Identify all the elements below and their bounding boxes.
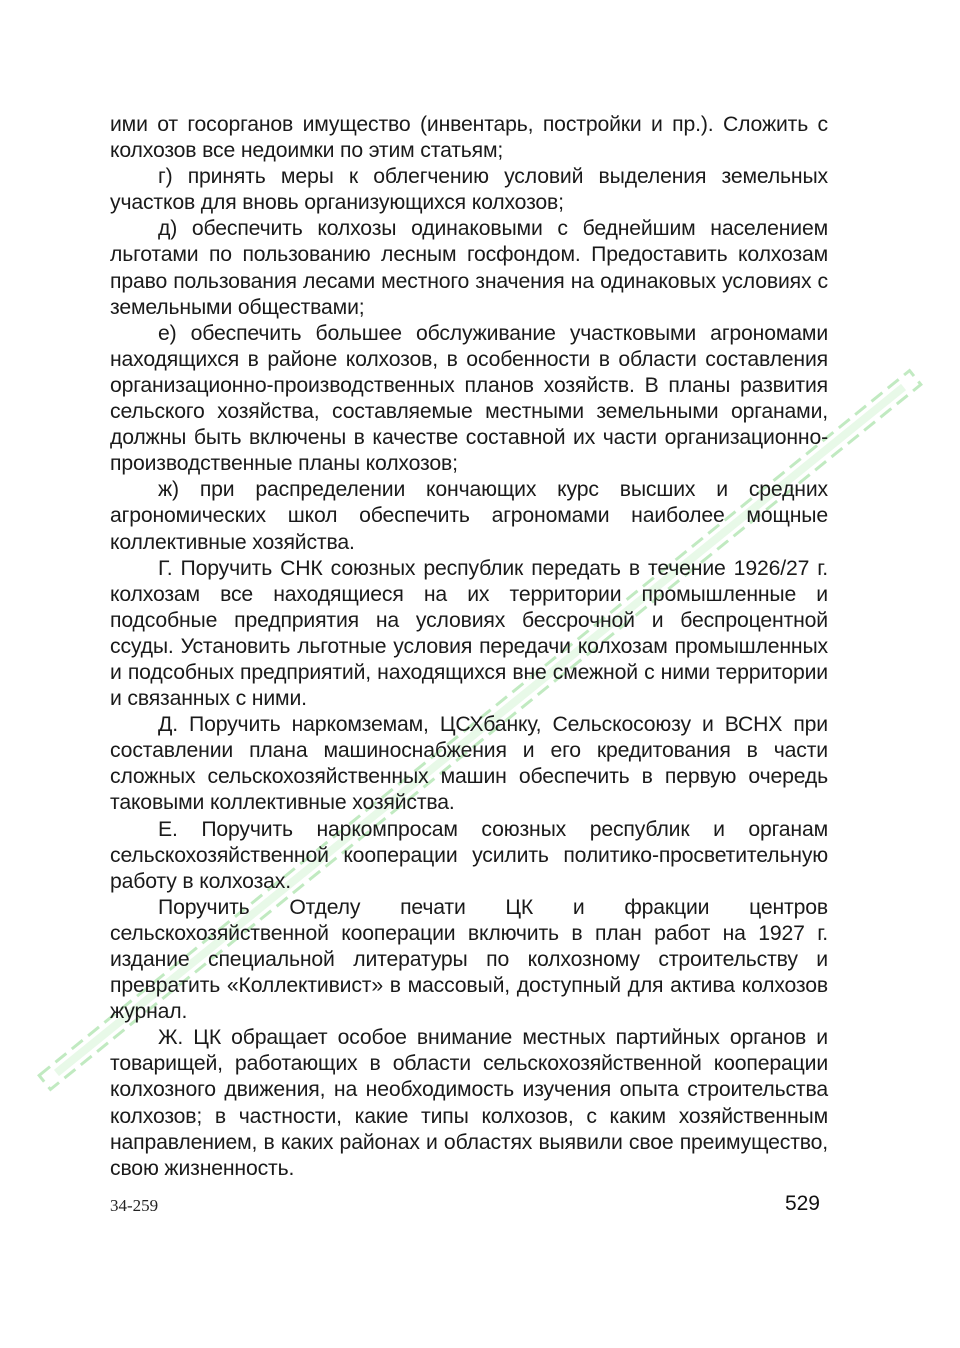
paragraph-section-d: Д. Поручить наркомземам, ЦСХбанку, Сельскосоюзу и ВСНХ при составлении плана машиноснабжения и его кредитования в части сложных сельскохозяйственных машин обеспечить в первую очередь таковыми коллективные хозяйства. (110, 713, 828, 815)
paragraph-section-g: Г. Поручить СНК союзных республик передать в течение 1926/27 г. колхозам все находящиеся на их территории промышленные и подсобные предприятия на условиях бессрочной и беспроцентной ссуды. Установить льготные условия передачи колхозам промышленных и подсобных предприятий, находящихся вне смежной с ними территории и связанных с ними. (110, 556, 828, 711)
page-number: 529 (784, 1192, 820, 1215)
paragraph-item-d: д) обеспечить колхозы одинаковыми с беднейшим населением льготами по пользованию лесным госфондом. Предоставить колхозам право пользования лесами местного значения на одинаковых условиях с земельными обществами; (110, 217, 828, 319)
paragraph-section-e: Е. Поручить наркомпросам союзных республик и органам сельскохозяйственной кооперации усилить политико-просветительную работу в колхозах. (110, 817, 828, 893)
paragraph-continuation: ими от госорганов имущество (инвентарь, постройки и пр.). Сложить с колхозов все недоимки по этим статьям; (110, 113, 828, 163)
printer-signature: 34-259 (110, 1196, 159, 1215)
paragraph-section-zh: Ж. ЦК обращает особое внимание местных партийных органов и товарищей, работающих в области сельскохозяйственной кооперации колхозного движения, на необходимость изучения опыта строительства колхозов; в частности, какие типы колхозов, с каким хозяйственным направлением, в каких районах и областях выявили свое преимущество, свою жизненность. (110, 1026, 828, 1180)
paragraph-item-e: е) обеспечить большее обслуживание участковыми агрономами находящихся в районе колхозов, в особенности в области составления организационно-производственных планов хозяйств. В планы развития сельского хозяйства, составляемые местными земельными органами, должны быть включены в качестве составной их части организационно-производственные планы колхозов; (110, 321, 828, 476)
paragraph-item-zh: ж) при распределении кончающих курс высших и средних агрономических школ обеспечить агрономами наиболее мощные коллективные хозяйства. (110, 478, 828, 554)
paragraph-press-department: Поручить Отделу печати ЦК и фракции центров сельскохозяйственной кооперации включить в план работ на 1927 г. издание специальной литературы по колхозному строительству и превратить «Коллективист» в массовый, доступный для актива колхозов журнал. (110, 895, 828, 1024)
paragraph-item-g: г) принять меры к облегчению условий выделения земельных участков для вновь организующихся колхозов; (110, 165, 828, 215)
body-text (110, 112, 828, 1182)
